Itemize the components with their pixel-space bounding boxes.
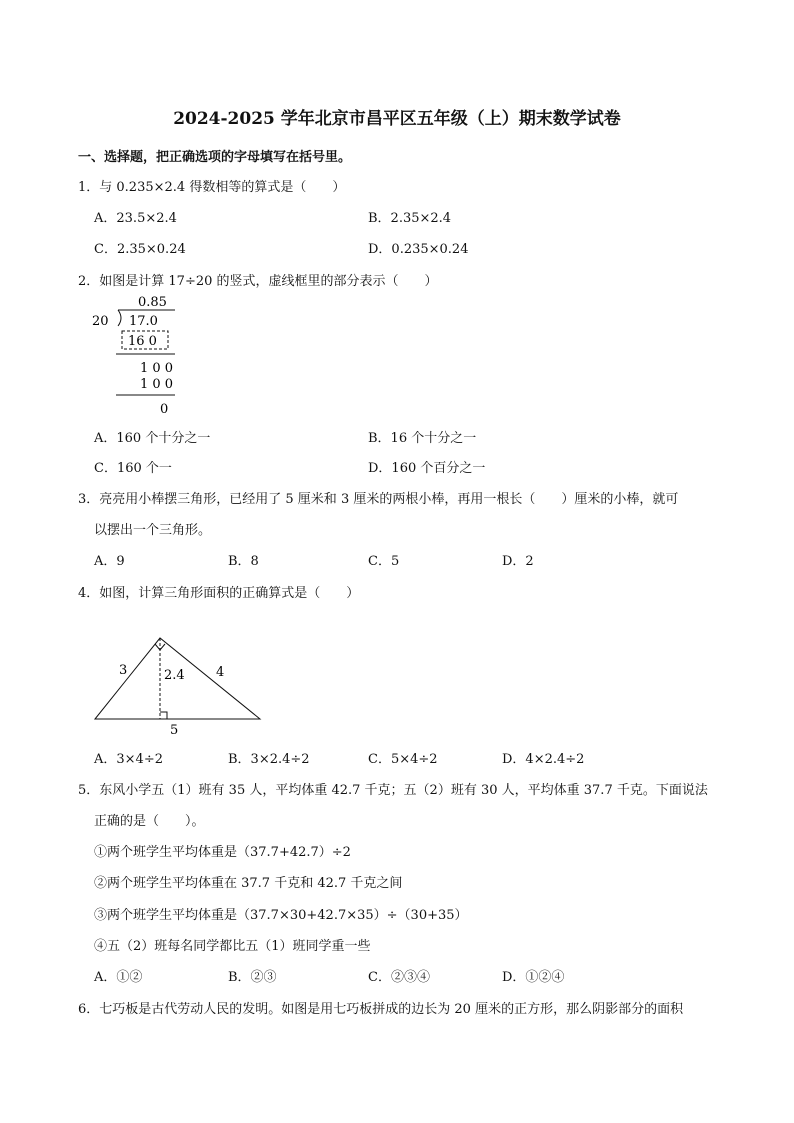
q3-option-b: B．8 — [228, 554, 259, 569]
triangle-base-label: 5 — [170, 723, 179, 738]
question-6-stem: 6．七巧板是古代劳动人民的发明。如图是用七巧板拼成的边长为 20 厘米的正方形，那么阴影部分的面积 — [78, 1002, 684, 1017]
q5-option-b: B．②③ — [228, 970, 277, 985]
q1-option-d: D．0.235×0.24 — [368, 242, 469, 257]
division-bracket — [118, 310, 121, 326]
question-3-stem-line-2: 以摆出一个三角形。 — [94, 523, 212, 538]
question-2-stem: 2．如图是计算 17÷20 的竖式，虚线框里的部分表示（ ） — [78, 274, 438, 289]
q4-option-a: A．3×4÷2 — [94, 752, 163, 767]
q5-statement-2: ②两个班学生平均体重在 37.7 千克和 42.7 千克之间 — [94, 876, 403, 891]
question-3-stem-line-1: 3．亮亮用小棒摆三角形，已经用了 5 厘米和 3 厘米的两根小棒，再用一根长（ ）厘米的小棒，就可 — [78, 492, 679, 507]
q5-statement-3: ③两个班学生平均体重是（37.7×30+42.7×35）÷（30+35） — [94, 908, 468, 923]
long-division-figure — [88, 288, 188, 418]
division-remainder-2: 0 — [160, 402, 169, 417]
triangle-right-label: 4 — [216, 665, 225, 680]
question-5-stem-line-2: 正确的是（ ）。 — [94, 814, 205, 829]
triangle-left-label: 3 — [119, 663, 128, 678]
q4-option-c: C．5×4÷2 — [368, 752, 438, 767]
q3-option-d: D．2 — [502, 554, 534, 569]
question-1-stem: 1．与 0.235×2.4 得数相等的算式是（ ） — [78, 180, 346, 195]
question-5-stem-line-1: 5．东风小学五（1）班有 35 人，平均体重 42.7 千克；五（2）班有 30 人，平均体重 37.7 千克。下面说法 — [78, 783, 708, 798]
division-remainder-1: 1 0 0 — [140, 361, 174, 376]
q3-option-a: A．9 — [94, 554, 125, 569]
triangle-height-label: 2.4 — [164, 668, 185, 683]
right-angle-mark-bottom — [160, 712, 167, 719]
section-heading: 一、选择题，把正确选项的字母填写在括号里。 — [78, 150, 352, 165]
division-product-2: 1 0 0 — [140, 377, 174, 392]
q1-option-a: A．23.5×2.4 — [94, 211, 177, 226]
page-title: 2024-2025 学年北京市昌平区五年级（上）期末数学试卷 — [173, 109, 621, 129]
q2-option-a: A．160 个十分之一 — [94, 431, 211, 446]
q5-option-c: C．②③④ — [368, 970, 430, 985]
triangle-figure — [88, 630, 268, 740]
q4-option-d: D．4×2.4÷2 — [502, 752, 585, 767]
q1-option-b: B．2.35×2.4 — [368, 211, 452, 226]
q2-option-b: B．16 个十分之一 — [368, 431, 477, 446]
q2-option-c: C．160 个一 — [94, 461, 172, 476]
q5-option-a: A．①② — [94, 970, 143, 985]
division-quotient: 0.85 — [138, 295, 167, 310]
q2-option-d: D．160 个百分之一 — [368, 461, 486, 476]
q5-option-d: D．①②④ — [502, 970, 565, 985]
division-product-1: 16 0 — [128, 334, 157, 349]
q1-option-c: C．2.35×0.24 — [94, 242, 186, 257]
question-4-stem: 4．如图，计算三角形面积的正确算式是（ ） — [78, 586, 360, 601]
q5-statement-4: ④五（2）班每名同学都比五（1）班同学重一些 — [94, 939, 371, 954]
q4-option-b: B．3×2.4÷2 — [228, 752, 310, 767]
q5-statement-1: ①两个班学生平均体重是（37.7+42.7）÷2 — [94, 845, 351, 860]
q3-option-c: C．5 — [368, 554, 400, 569]
division-dividend: 17.0 — [129, 314, 158, 329]
division-divisor: 20 — [92, 314, 109, 329]
